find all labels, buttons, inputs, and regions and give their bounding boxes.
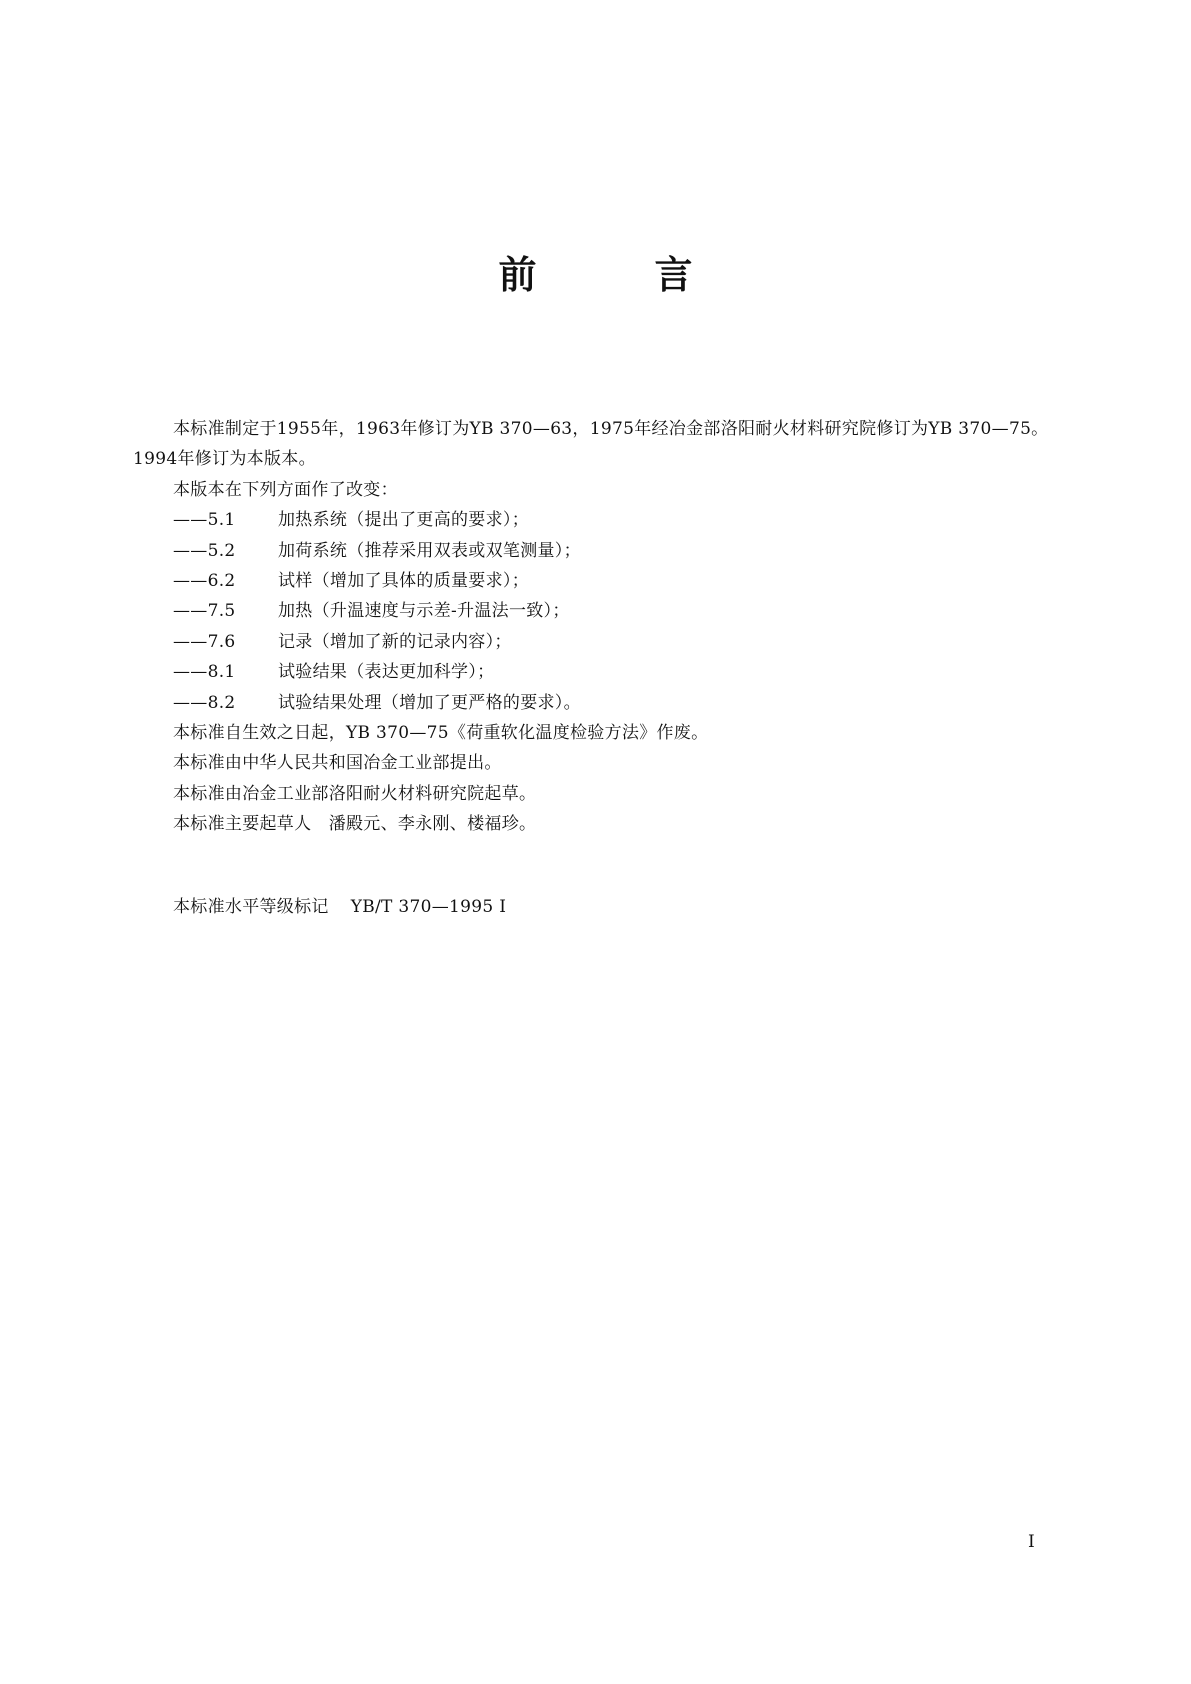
change-description: 加荷系统（推荐采用双表或双笔测量）； xyxy=(278,540,581,561)
title-char-1: 前 xyxy=(498,252,537,297)
list-item xyxy=(133,657,1063,687)
standard-level-mark xyxy=(173,892,506,917)
clause-number: ——5.1 xyxy=(173,510,236,531)
page-number: I xyxy=(1028,1532,1035,1552)
change-description: 试样（增加了具体的质量要求）； xyxy=(278,571,529,592)
clause-number: ——7.5 xyxy=(173,601,236,622)
drafters-statement: 本标准主要起草人 潘殿元、李永刚、楼福珍。 xyxy=(173,814,537,835)
change-description: 加热（升温速度与示差-升温法一致）； xyxy=(278,601,570,622)
page-title xyxy=(0,252,1191,297)
changes-list xyxy=(133,505,1063,718)
change-description: 加热系统（提出了更高的要求）； xyxy=(278,510,529,531)
changes-intro: 本版本在下列方面作了改变： xyxy=(173,479,398,500)
clause-number: ——7.6 xyxy=(173,631,236,652)
change-description: 记录（增加了新的记录内容）； xyxy=(278,631,512,652)
list-item xyxy=(133,688,1063,718)
title-char-2: 言 xyxy=(654,252,693,297)
clause-number: ——8.2 xyxy=(173,692,236,713)
clause-number: ——5.2 xyxy=(173,540,236,561)
clause-number: ——6.2 xyxy=(173,571,236,592)
preface-body xyxy=(133,414,1063,840)
drafter-org-statement: 本标准由冶金工业部洛阳耐火材料研究院起草。 xyxy=(173,783,537,804)
list-item xyxy=(133,505,1063,535)
change-description: 试验结果（表达更加科学）； xyxy=(278,662,495,683)
change-description: 试验结果处理（增加了更严格的要求）。 xyxy=(278,692,581,713)
list-item xyxy=(133,627,1063,657)
proposer-statement: 本标准由中华人民共和国冶金工业部提出。 xyxy=(173,753,502,774)
standard-code: YB/T 370—1995 I xyxy=(350,897,507,917)
history-paragraph: 本标准制定于1955年，1963年修订为YB 370—63，1975年经冶金部洛阳耐火材料研究院修订为YB 370—75。1994年修订为本版本。 xyxy=(133,419,1049,470)
list-item xyxy=(133,566,1063,596)
level-mark-label: 本标准水平等级标记 xyxy=(173,897,329,917)
effective-statement: 本标准自生效之日起，YB 370—75《荷重软化温度检验方法》作废。 xyxy=(173,723,709,744)
list-item xyxy=(133,596,1063,626)
list-item xyxy=(133,536,1063,566)
clause-number: ——8.1 xyxy=(173,662,236,683)
